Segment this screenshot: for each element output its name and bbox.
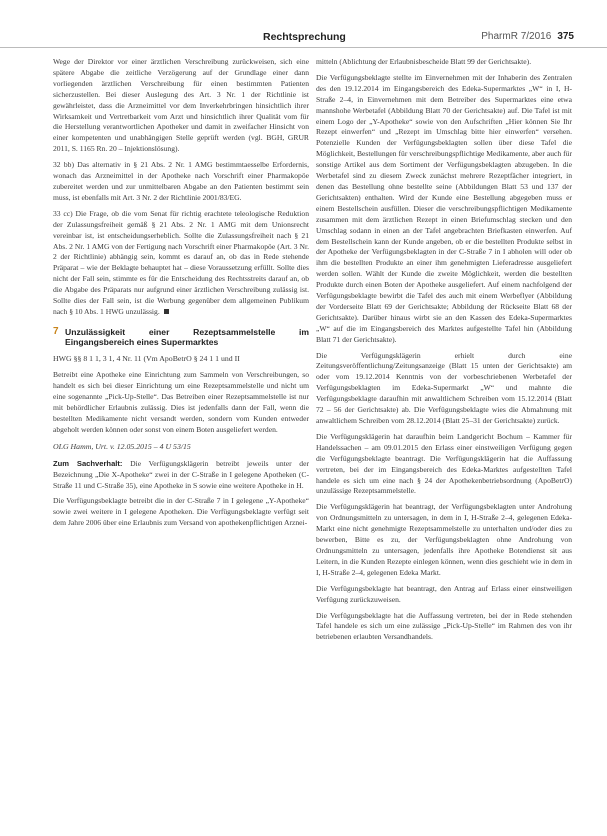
court-citation: OLG Hamm, Urt. v. 12.05.2015 – 4 U 53/15	[53, 441, 191, 451]
journal-issue: PharmR 7/2016	[481, 31, 552, 42]
journal-reference	[481, 31, 574, 42]
paragraph: Die Verfügungsklägerin hat beantragt, der Verfügungsbeklagten unter Androhung von Ordnungsmitteln zu untersagen, in dem in I, H-Straße 2–4, gelegenen Edeka-Markt eine nicht genehmigte Rezeptsammelstelle zu unterhalten und/oder dies zu bewerben, Bitte es zu, der Verfügungsbeklagten ohne Androhung von Ordnungsmitteln zu untersagen, jedenfalls ihre Apotheke Botendienst sit aus Leitern, in die Kunden Rezepte einlegen können, wenn dies geschieht wie in dem in I, H-Straße 2–4, gelegenen Edeka Markt.	[316, 502, 572, 577]
header-rule	[0, 47, 607, 48]
page-header	[0, 0, 607, 50]
decision-heading	[53, 327, 309, 348]
paragraph: mitteln (Ablichtung der Erlaubnisbescheide Blatt 99 der Gerichtsakte).	[316, 57, 532, 66]
paragraph-text: 33 cc) Die Frage, ob die vom Senat für richtig erachtete teleologische Reduktion der Zulassungsfreiheit gemäß § 21 Abs. 2 Nr. 1 AMG mit dem Unionsrecht vereinbar ist, ist entscheidungserheblich. Sollte die Zulassungsfreiheit nach § 21 Abs. 2 Nr. 1 AMG von der Fertigung nach Vorschrift einer Pharmakopöe (Art. 3 Nr. 2 der Richtlinie) abhängig sein, kommt es darauf an, ob das in Rede stehende Präparat – wie der Beklagte behauptet hat – diese Voraussetzung erfüllt. Sollte dies nicht der Fall sein, stimmte es für die Entscheidung des Rechtsstreits darauf an, ob die Abgabe des Präparats nur aufgrund einer ärztlichen Verschreibung zulässig ist. Sollte dies der Fall sein, ist die Werbung gegenüber dem allgemeinen Publikum nach § 10 Abs. 1 HWG unzulässig.	[53, 208, 309, 316]
right-column	[316, 57, 572, 648]
end-mark-icon	[164, 309, 169, 314]
paragraph: 32 bb) Das alternativ in § 21 Abs. 2 Nr. 1 AMG bestimmtaesselbe Erfordernis, wonach das Arzneimittel in der Apotheke nach Vorschrift einer Pharmakopöe zubereitet werden und zur unmittelbaren Abgabe an den Patienten bestimmt sein muss, ist ebenfalls mit Art. 3 Nr. 2 der Richtlinie 2001/83/EG.	[53, 160, 309, 202]
paragraph: Wege der Direktor vor einer ärztlichen Verschreibung zurückweisen, sich eine spätere Abgabe die zeitliche Verzögerung auf der Grundlage einer dann vorliegenden ärztlichen Verschreibung für einen bestimmten Patienten sicherzustellen. Bei dieser Auslegung des Art. 3 Nr. 1 der Richtlinie ist gewährleistet, dass die Arzneimittel vor dem Inverkehrbringen hinsichtlich ihrer Wirksamkeit und Vertretbarkeit vom Arzt und hinsichtlich ihrer Qualität vom für die Herstellung verantwortlichen Apotheker und damit in zweifacher Hinsicht von einer kompetenten und unabhängigen Stelle geprüft werden (vgl. BGH, GRUR 2011, S. 1165 Rn. 20 – Injektionslösung).	[53, 57, 309, 154]
paragraph	[53, 459, 309, 492]
headnote: Betreibt eine Apotheke eine Einrichtung zum Sammeln von Verschreibungen, so handelt es sich bei dieser Einrichtung um eine Rezeptsammelstelle und nicht um eine sogenannte „Pick-Up-Stelle“. Das Betreiben einer Rezeptsammelstelle ist nur mit behördlicher Erlaubnis zulässig. Dies ist jedenfalls dann der Fall, wenn die bestellten Medikamente nicht versandt werden, sondern vom Kunden entweder abgeholt werden können oder sonst von einem Boten ausgeliefert werden.	[53, 370, 309, 434]
decision-title: Unzulässigkeit einer Rezeptsammelstelle im Eingangsbereich eines Supermarktes	[65, 326, 309, 348]
paragraph: Die Verfügungsbeklagte hat die Auffassung vertreten, bei der in Rede stehenden Tafel handele es sich um eine zulässige „Pick-Up-Stelle“ im Rahmen des von ihr betriebenen erlaubten Versandhandels.	[316, 610, 572, 642]
paragraph	[53, 209, 309, 318]
section-title: Rechtsprechung	[263, 31, 346, 43]
paragraph-text: Die Verfügungsklägerin betreibt jeweils unter der Bezeichnung „Die X-Apotheke“ zwei in der C-Straße in I gelegene Apotheken (C-Straße 11 und C-Straße 35), eine Apotheke in S sowie eine weitere Apotheke in H.	[53, 458, 309, 490]
paragraph: Die Verfügungsklägerin hat daraufhin beim Landgericht Bochum – Kammer für Handelssachen – am 09.01.2015 den Erlass einer einstweiligen Verfügung gegen die Verfügungsbeklagte beantragt. Die Verfügungsklägerin hat die Auffassung vertreten, bei der im Eingangsbereich des Edeka-Marktes aufgestellten Tafel handele es sich um eine nach § 24 der Apothekenbetriebsordnung (ApoBetrO) unzulässige Rezeptsammelstelle.	[316, 431, 572, 496]
paragraph: Die Verfügungsklägerin erhielt durch eine Zeitungsveröffentlichung/Zeitungsanzeige (Blatt 15 unten der Gerichtsakte) am oder vom 19.12.2014 Kenntnis von der vorbeschriebenen Werbetafel der Verfügungsbeklagten im Edeka-Supermarkt „W“ und mahnte die Verfügungsbeklagte daraufhin mit anwaltlichem Schreiben vom 15.12.2014 (Blatt 72 – 56 der Gerichtsakte) ab. Die Verfügungsbeklagte wies die Abmahnung mit anwaltlichem Schreiben vom 28.12.2014 (Blatt 25–31 der Gerichtsakte) zurück.	[316, 350, 572, 425]
paragraph: Die Verfügungsbeklagte hat beantragt, den Antrag auf Erlass einer einstweiligen Verfügung zurückzuweisen.	[316, 583, 572, 604]
paragraph: Die Verfügungsbeklagte stellte im Einvernehmen mit der Inhaberin des Zentralen des den 19.12.2014 im Eingangsbereich des Edeka-Supermarktes „W“ in I, H-Straße 2–4, in Einvernehmen mit dem Betreiber des Supermarktes eine etwa mannshohe Werbetafel (Abbildung Blatt 70 der Gerichtsakte) auf. Die Tafel ist mit einem Logo der „Y-Apotheke“ sowie von den Aufschriften „Hier können Sie Ihr Rezept einwerfen“ und „Rezept im Umschlag bitte hier einwerfen“ versehen. Potenzielle Kunden der Verfügungsbeklagten sollen über diese Tafel die Möglichkeit, Bestellungen für verschreibungspflichtige Medikamente, aber auch für sonstige Artikel aus dem Sortiment der Verfügungsbeklagten abzugeben. In die Werbetafel sind zu diesem Zweck zunächst mehrere Rezeptfächer integriert, in denen das Bestellung ohne bestellte seine (Abbildungen Blatt 53 und 137 der Gerichtsakten) enthalten. Wird der Kunde eine Bestellung abgegeben muss er einem Bestellschein ausfüllen. Dieser die verschreibungspflichtigen Medikamente zusammen mit dem ärztlichen Rezept in einen Briefumschlag stecken und den Umschlag sodann in einen an der Tafel angebrachten Briefkasten einwerfen. Auf dem Bestellschein kann der Kunde angeben, ob er die bestellten Produkte selbst in der Apotheke der Verfügungsbeklagten in der C-Straße 7 in I abholen will oder ob ihm die bestellten Produkte an einer ihm genehmigten Lieferadresse ausgeliefert werden sollen. Wählt der Kunde die zweite Möglichkeit, werden die bestellten Produkte durch einen Boten der Apotheke ausgeliefert. Auf einem nachfolgend der Verfügungsbeklagte bewirbt die Tafel des auch mit einem Werbeflyer (Abbildung der Vorderseite Blatt 69 der Gerichtsakte; Abbildung der Rückseite Blatt 68 der Gerichtsakte). Darüber hinaus wirbt sie an den Kassen des Edeka-Supermarktes „W“ auf die im Eingangsbereich des Marktes aufgestellte Tafel hin (Abbildung Blatt 71 der Gerichtsakte).	[316, 72, 572, 344]
paragraph: Die Verfügungsbeklagte betreibt die in der C-Straße 7 in I gelegene „Y-Apotheke“ sowie zwei weitere in I gelegene Apotheken. Die Verfügungsbeklagte verfügt seit dem Jahre 2006 über eine Erlaubnis zum Versand von apothekenpflichtigen Arznei-	[53, 496, 309, 528]
facts-lead: Zum Sachverhalt:	[53, 458, 123, 468]
decision-number: 7	[53, 325, 59, 337]
left-column	[53, 57, 309, 534]
page-number: 375	[557, 31, 574, 42]
statute-citation: HWG §§ 8 1 1, 3 1, 4 Nr. 11 (Vm ApoBetrO § 24 1 1 und II	[53, 353, 240, 363]
